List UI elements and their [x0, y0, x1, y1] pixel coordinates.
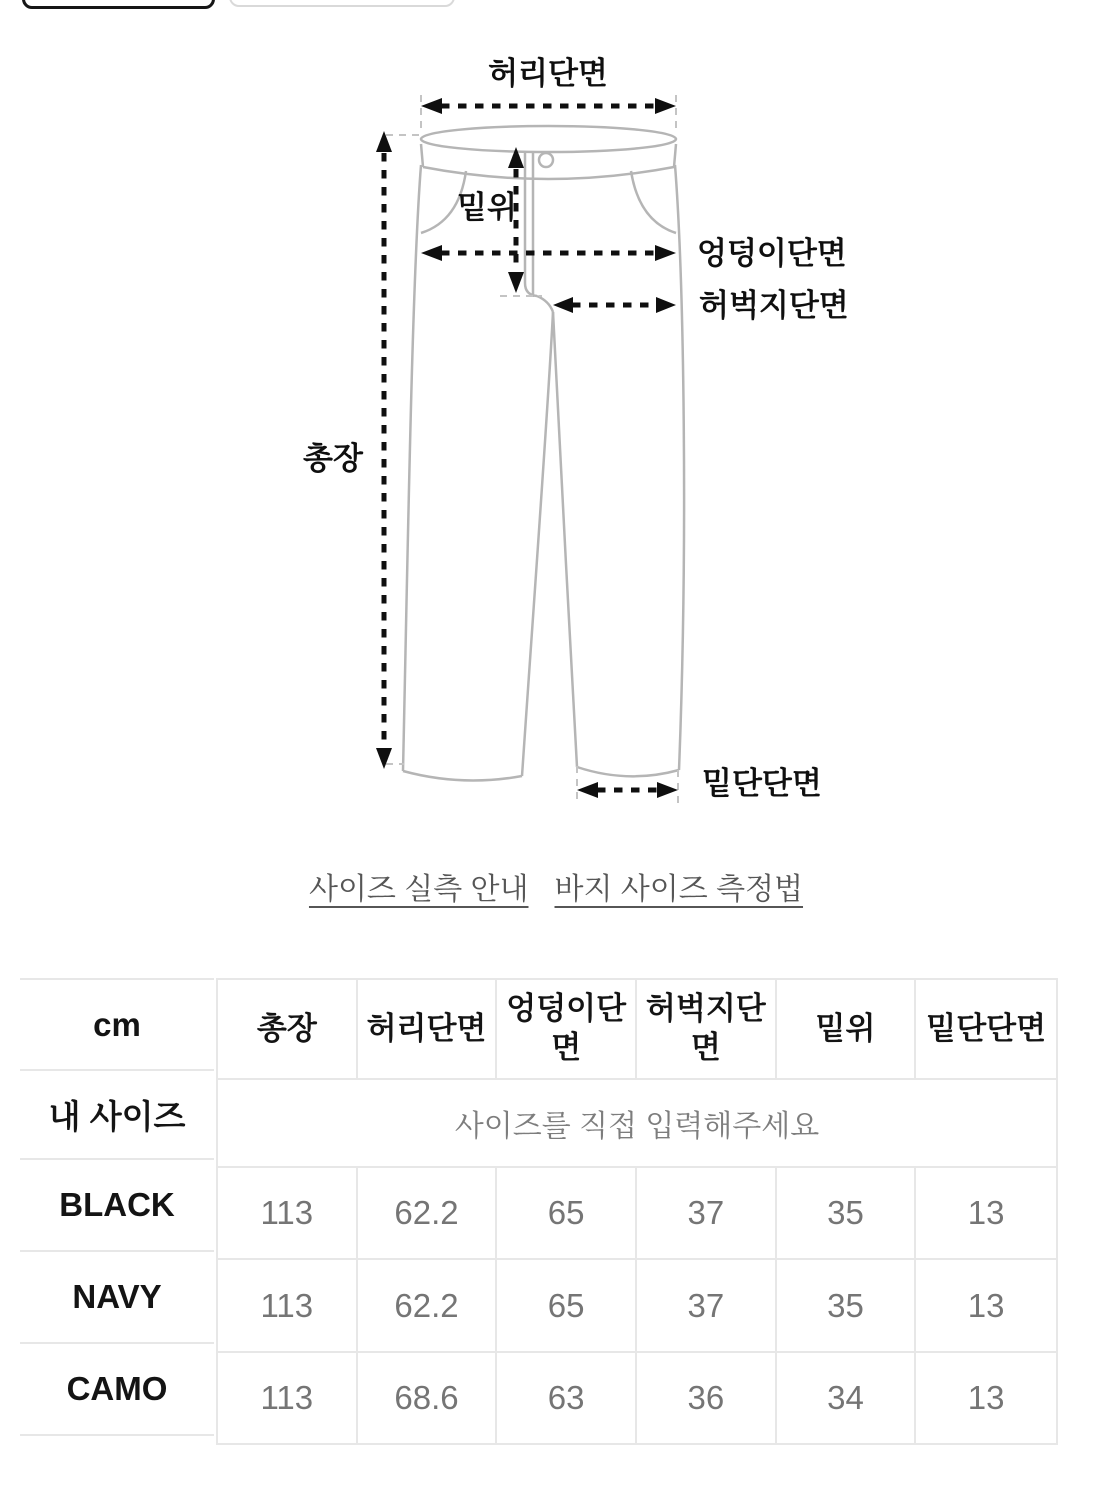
- hem-label: 밑단단면: [702, 766, 822, 801]
- col-header-thigh: 허벅지단면: [637, 980, 777, 1080]
- pants-outline: [403, 126, 684, 780]
- camo-length: 113: [218, 1353, 358, 1445]
- black-length: 113: [218, 1168, 358, 1260]
- black-thigh: 37: [637, 1168, 777, 1260]
- camo-hip: 63: [497, 1353, 637, 1445]
- navy-hip: 65: [497, 1260, 637, 1353]
- navy-thigh: 37: [637, 1260, 777, 1353]
- size-table: [20, 978, 1058, 1445]
- row-label-navy: NAVY: [20, 1252, 214, 1344]
- thigh-label: 허벅지단면: [699, 288, 849, 323]
- camo-rise: 34: [777, 1353, 917, 1445]
- my-size-label-cell: 내 사이즈: [20, 1071, 214, 1160]
- length-arrow: [376, 131, 392, 769]
- unit-header-cell: cm: [20, 980, 214, 1071]
- row-label-camo: CAMO: [20, 1344, 214, 1436]
- size-links-row: [0, 864, 1112, 908]
- black-hem: 13: [916, 1168, 1056, 1260]
- camo-waist: 68.6: [358, 1353, 498, 1445]
- row-label-black: BLACK: [20, 1160, 214, 1252]
- navy-length: 113: [218, 1260, 358, 1353]
- col-header-hip: 엉덩이단면: [497, 980, 637, 1080]
- camo-hem: 13: [916, 1353, 1056, 1445]
- navy-rise: 35: [777, 1260, 917, 1353]
- length-label: 총장: [303, 441, 363, 476]
- waist-button-icon: [539, 153, 553, 167]
- waist-label: 허리단면: [488, 56, 608, 91]
- size-table-label-column: [20, 978, 214, 1436]
- size-table-data: [216, 978, 1058, 1445]
- hip-label: 엉덩이단면: [697, 236, 847, 271]
- col-header-waist: 허리단면: [358, 980, 498, 1080]
- black-waist: 62.2: [358, 1168, 498, 1260]
- black-hip: 65: [497, 1168, 637, 1260]
- hip-arrow: [421, 245, 676, 261]
- my-size-input-prompt[interactable]: 사이즈를 직접 입력해주세요: [218, 1080, 1056, 1168]
- camo-thigh: 36: [637, 1353, 777, 1445]
- black-rise: 35: [777, 1168, 917, 1260]
- col-header-hem: 밑단단면: [916, 980, 1056, 1080]
- pants-measure-method-link[interactable]: 바지 사이즈 측정법: [554, 873, 804, 906]
- navy-hem: 13: [916, 1260, 1056, 1353]
- size-measure-guide-link[interactable]: 사이즈 실측 안내: [308, 873, 529, 906]
- col-header-rise: 밑위: [777, 980, 917, 1080]
- hem-arrow: [577, 782, 678, 798]
- col-header-length: 총장: [218, 980, 358, 1080]
- thigh-arrow: [553, 297, 676, 313]
- waist-arrow: [421, 98, 676, 114]
- rise-label: 밑위: [457, 190, 517, 225]
- navy-waist: 62.2: [358, 1260, 498, 1353]
